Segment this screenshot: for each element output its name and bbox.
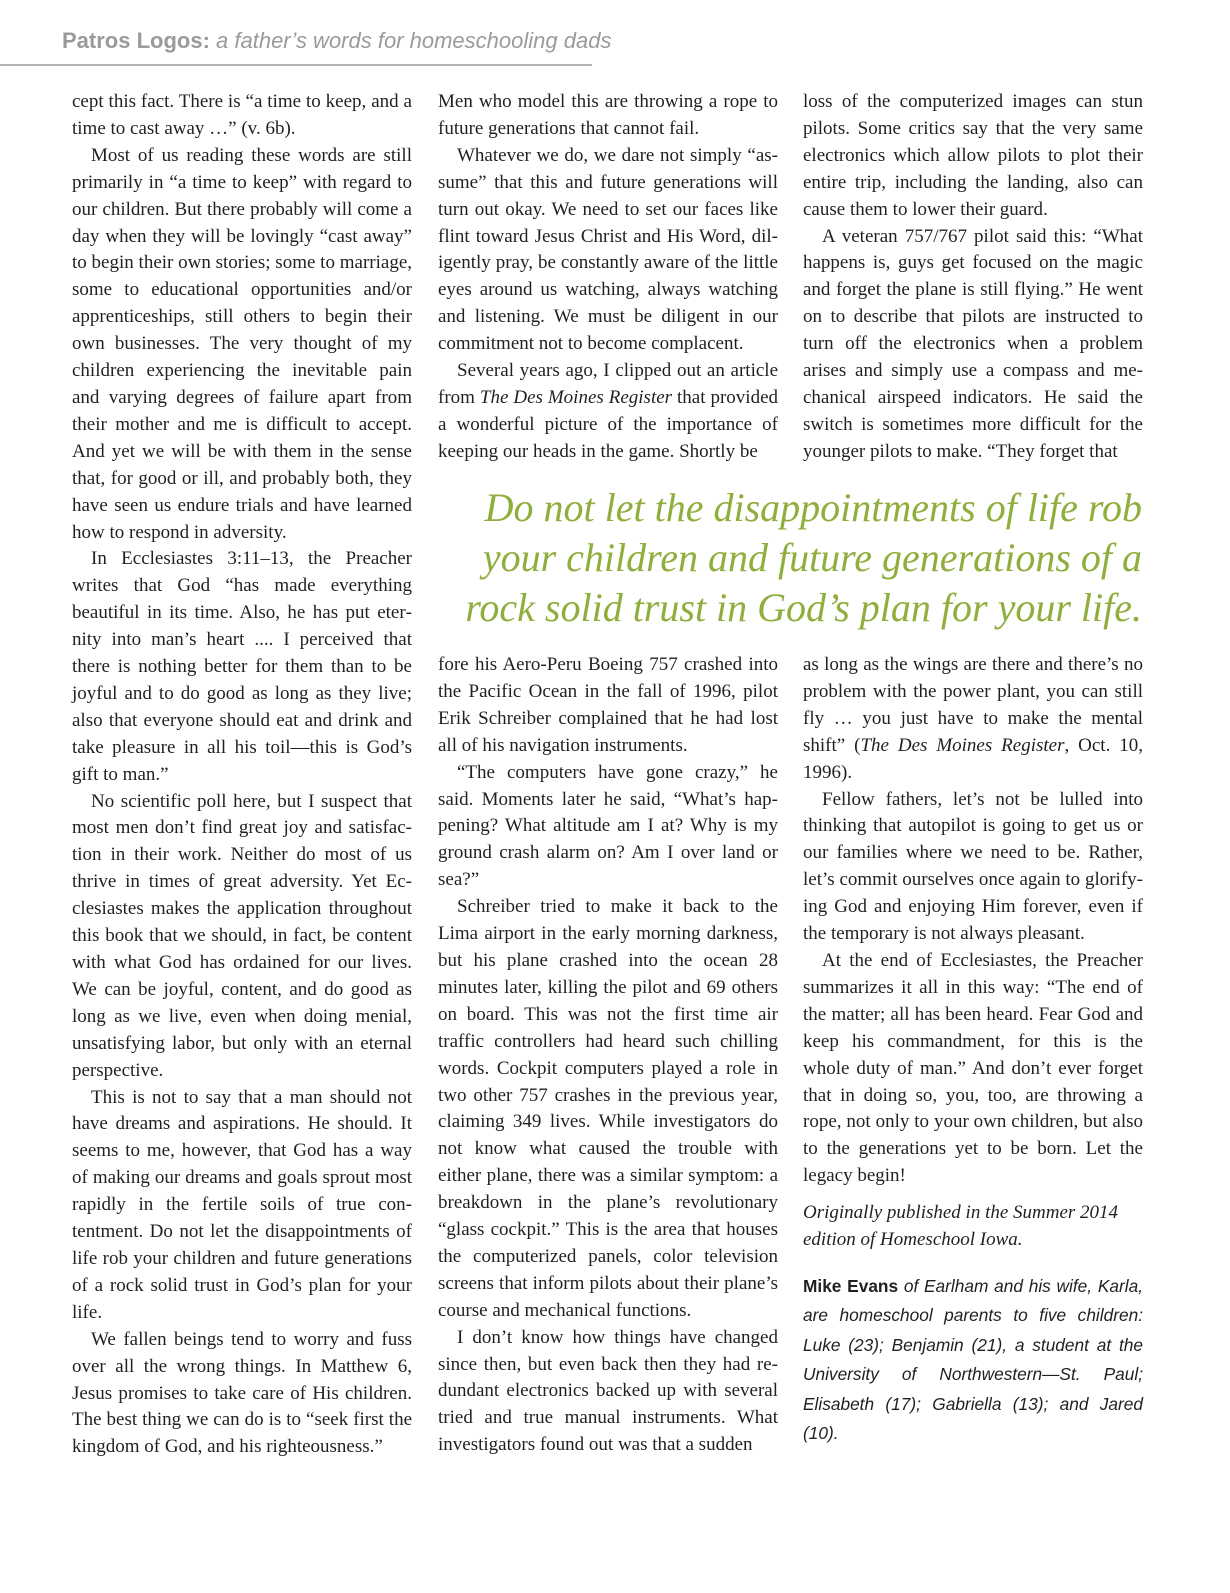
paragraph: In Ecclesiastes 3:11–13, the Preacher writes that God “has made everything beautiful in its time. Also, he has put eternity into man’s heart .... I perceived that there is nothing better for them than to be joyful and to do good as long as they live; also that everyone should eat and drink and take pleasure in all his toil—this is God’s gift to man.”: [72, 548, 412, 785]
text-run: as long as the wings are there and there’s no problem with the power plant, you can still fly … you just have to make the mental shift” (: [803, 654, 1143, 756]
paragraph: loss of the computerized images can stun pilots. Some critics say that the very same electronics which allow pilots to plot their entire trip, including the landing, also can cause them to lower their guard.: [803, 91, 1143, 220]
article-column-1: [72, 89, 412, 1461]
paragraph: Men who model this are throwing a rope to future generations that cannot fail.: [438, 91, 778, 139]
article-column-3-bottom: [803, 652, 1143, 1449]
newspaper-title: The Des Moines Register: [479, 386, 673, 408]
publication-note: Originally published in the Summer 2014 edition of Homeschool Iowa.: [803, 1202, 1119, 1251]
paragraph: Schreiber tried to make it back to the Lima airport in the early morning darkness, but his plane crashed into the ocean 28 minutes later, killing the pilot and 69 others on board. This was not the first time air traffic controllers had heard such chilling words. Cockpit computers played a role in two other 757 crashes in the previous year, claiming 349 lives. While investigators do not know what caused the trouble with either plane, there was a similar symptom: a breakdown in the plane’s revolutionary “glass cockpit.” This is the area that houses the computerized panels, color television screens that inform pilots about their plane’s course and mechanical functions.: [438, 896, 778, 1321]
pull-quote: Do not let the disappointments of life rob your children and future generations of a rock solid trust in God’s plan for your life.: [465, 485, 1142, 630]
running-header: [62, 28, 611, 54]
paragraph: “The computers have gone crazy,” he said. Moments later he said, “What’s happening? What altitude am I at? Why is my ground crash alarm on? Am I over land or sea?”: [438, 761, 778, 891]
paragraph: A veteran 757/767 pilot said this: “What happens is, guys get focused on the magic and forget the plane is still flying.” He went on to describe that pilots are instructed to turn off the electronics when a problem arises and simply use a compass and mechanical airspeed indicators. He said the switch is sometimes more difficult for the younger pilots to make. “They forget that: [803, 225, 1143, 462]
header-divider: [0, 64, 592, 66]
article-column-3-top: [803, 89, 1143, 466]
newspaper-title: The Des Moines Register: [860, 734, 1065, 756]
author-name: Mike Evans: [803, 1275, 899, 1296]
paragraph: cept this fact. There is “a time to keep, and a time to cast away …” (v. 6b).: [72, 91, 412, 139]
paragraph: This is not to say that a man should not have dreams and aspirations. He should. It seems to me, however, that God has a way of making our dreams and goals sprout most rapidly in the fertile soils of true contentment. Do not let the disappointments of life rob your children and future generations of a rock solid trust in God’s plan for your life.: [72, 1086, 412, 1323]
paragraph: fore his Aero-Peru Boeing 757 crashed into the Pacific Ocean in the fall of 1996, pilot Erik Schreiber complained that he had lost all of his navigation instruments.: [438, 654, 778, 756]
author-bio-text: of Earlham and his wife, Karla, are homeschool parents to five children: Luke (23); Benjamin (21), a student at the University of Northwestern—St. Paul; Elisabeth (17); Gabriella (13); and Jared (10).: [803, 1275, 1143, 1444]
paragraph: Fellow fathers, let’s not be lulled into thinking that autopilot is going to get us or our families where we need to be. Rather, let’s commit ourselves once again to glorifying God and enjoying Him forever, even if the temporary is not always pleasant.: [803, 788, 1143, 945]
publication-brand: Patros Logos:: [62, 28, 210, 53]
author-bio: [803, 1272, 1143, 1449]
paragraph: [803, 652, 1143, 787]
paragraph: No scientific poll here, but I suspect that most men don’t find great joy and satisfaction in their work. Neither do most of us thrive in times of great adversity. Yet Ecclesiastes makes the application throughout this book that we should, in fact, be content with what God has ordained for our lives. We can be joyful, content, and do good as long as we live, even when doing menial, unsatisfying labor, but only with an eternal perspective.: [72, 790, 412, 1081]
text-run: Several years ago, I clipped out an article from: [438, 360, 778, 408]
publication-tagline: a father’s words for homeschooling dads: [216, 28, 612, 53]
text-run: , Oct. 10, 1996).: [803, 734, 1143, 783]
paragraph: Whatever we do, we dare not simply “assume” that this and future generations will turn out okay. We need to set our faces like flint toward Jesus Christ and His Word, diligently pray, be constantly aware of the little eyes around us watching, always watching and listening. We must be diligent in our commitment not to become complacent.: [438, 144, 778, 355]
paragraph: I don’t know how things have changed since then, but even back then they had redundant electronics backed up with several tried and true manual instruments. What investigators found out was that a sudden: [438, 1326, 778, 1456]
article-column-2-top: [438, 89, 778, 466]
text-run: that provided a wonderful picture of the importance of keeping our heads in the game. Shortly be: [438, 386, 778, 462]
paragraph: Most of us reading these words are still primarily in “a time to keep” with regard to our children. But there probably will come a day when they will be lovingly “cast away” to begin their own stories; some to marriage, some to educational opportunities and/or apprenticeships, still others to begin their own businesses. The very thought of my children experiencing the inevitable pain and varying degrees of failure apart from their mother and me is difficult to accept. And yet we will be with them in the sense that, for good or ill, and probably both, they have seen us endure trials and have learned how to respond in adversity.: [72, 144, 412, 543]
paragraph: We fallen beings tend to worry and fuss over all the wrong things. In Matthew 6, Jesus promises to take care of His children. The best thing we can do is to “seek first the kingdom of God, and his righteousness.”: [72, 1328, 412, 1458]
paragraph: [438, 358, 778, 466]
paragraph: At the end of Ecclesiastes, the Preacher summarizes it all in this way: “The end of the matter; all has been heard. Fear God and keep his commandment, for this is the whole duty of man.” And don’t ever forget that in doing so, you, too, are throwing a rope, not only to your own children, but also to the generations yet to be born. Let the legacy begin!: [803, 949, 1143, 1187]
article-column-2-bottom: [438, 652, 778, 1459]
